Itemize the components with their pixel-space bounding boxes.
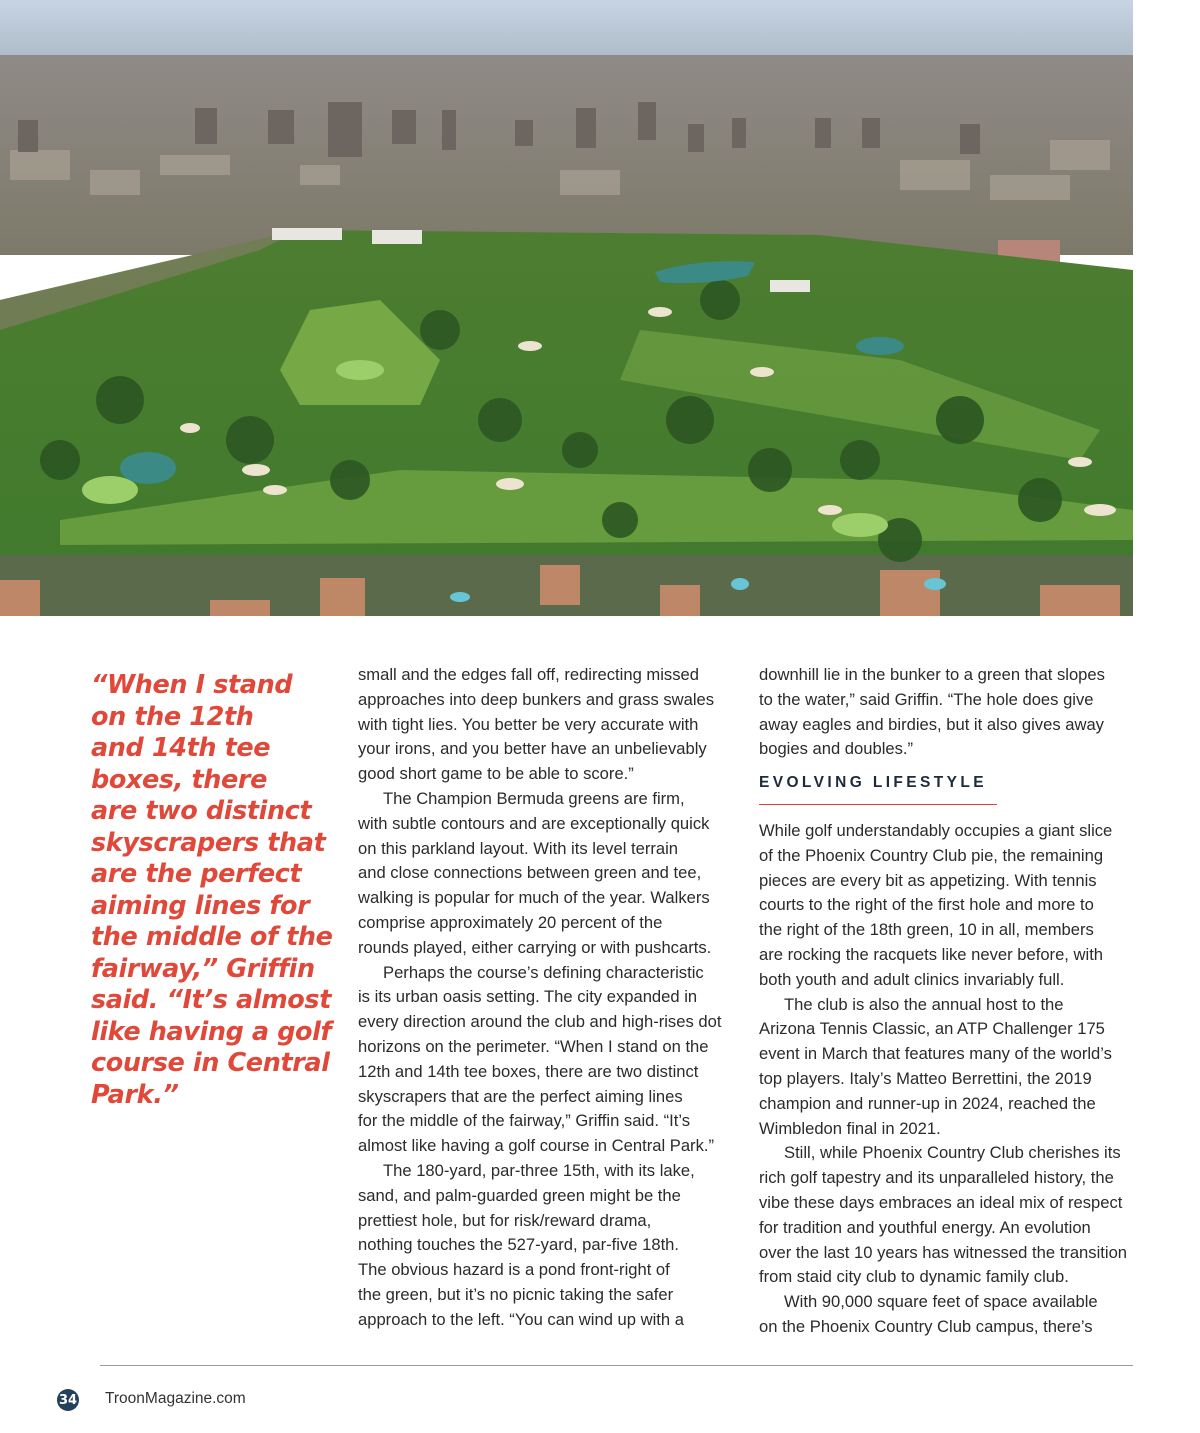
text-line: comprise approximately 20 percent of the [358, 912, 663, 932]
body-column-right [759, 663, 1139, 1340]
text-line: nothing touches the 527-yard, par-five 18th. [358, 1235, 680, 1255]
text-line: approaches into deep bunkers and grass swales [358, 689, 715, 709]
text-line: While golf understandably occupies a giant slice [759, 820, 1113, 840]
paragraph [759, 1290, 1139, 1340]
section-subhead: EVOLVING LIFESTYLE [759, 771, 997, 805]
pull-quote-line: course in Central [91, 1048, 330, 1078]
pull-quote-line: aiming lines for [91, 890, 310, 921]
text-line: downhill lie in the bunker to a green that slopes [759, 665, 1105, 684]
text-line: Perhaps the course’s defining characteristic [383, 962, 704, 982]
paragraph [759, 993, 1139, 1142]
text-line: Still, while Phoenix Country Club cherishes its [784, 1143, 1121, 1163]
text-line: and close connections between green and tee, [358, 863, 702, 883]
pull-quote-line: and 14th tee [91, 733, 271, 763]
text-line: approach to the left. “You can wind up with a [358, 1309, 684, 1329]
text-line: on the Phoenix Country Club campus, there’s [759, 1316, 1093, 1336]
website-link[interactable]: TroonMagazine.com [105, 1390, 246, 1407]
pull-quote-line: the middle of the [91, 922, 333, 952]
text-line: event in March that features many of the world’s [759, 1044, 1112, 1064]
pull-quote-line: Park.” [91, 1079, 179, 1110]
text-line: is its urban oasis setting. The city expanded in [358, 987, 698, 1007]
paragraph [759, 1141, 1139, 1290]
pull-quote-line: on the 12th [91, 701, 254, 732]
text-line: your irons, and you better have an unbelievably [358, 739, 707, 759]
text-line: to the water,” said Griffin. “The hole does give [759, 689, 1094, 709]
text-line: sand, and palm-guarded green might be the [358, 1185, 681, 1205]
paragraph [358, 961, 738, 1159]
text-line: good short game to be able to score.” [358, 764, 634, 784]
paragraph [759, 819, 1139, 993]
pull-quote-line: fairway,” Griffin [91, 953, 315, 984]
paragraph [358, 787, 738, 961]
text-line: Arizona Tennis Classic, an ATP Challenger 175 [759, 1019, 1105, 1039]
text-line: With 90,000 square feet of space available [784, 1292, 1098, 1312]
text-line: top players. Italy’s Matteo Berrettini, the 2019 [759, 1068, 1092, 1088]
text-line: on this parkland layout. With its level terrain [358, 838, 679, 858]
pull-quote-line: are the perfect [91, 859, 302, 889]
text-line: small and the edges fall off, redirecting missed [358, 665, 699, 684]
paragraph [358, 663, 738, 787]
text-line: rounds played, either carrying or with pushcarts. [358, 937, 712, 957]
text-line: walking is popular for much of the year. Walkers [358, 888, 710, 908]
text-line: horizons on the perimeter. “When I stand on the [358, 1036, 709, 1056]
pull-quote-line: skyscrapers that [91, 827, 326, 858]
text-line: from staid city club to dynamic family club. [759, 1267, 1069, 1287]
text-line: for the middle of the fairway,” Griffin said. “It’s [358, 1111, 691, 1131]
text-line: prettiest hole, but for risk/reward drama, [358, 1210, 652, 1230]
text-line: The obvious hazard is a pond front-right of [358, 1260, 670, 1280]
text-line: pieces are every bit as appetizing. With tennis [759, 870, 1097, 890]
text-line: away eagles and birdies, but it also gives away [759, 714, 1104, 734]
paragraph [759, 663, 1139, 762]
text-line: for tradition and youthful energy. An evolution [759, 1217, 1091, 1237]
pull-quote-line: are two distinct [91, 796, 312, 826]
pull-quote-line: “When I stand [91, 670, 293, 700]
text-line: almost like having a golf course in Central Park.” [358, 1136, 715, 1156]
text-line: of the Phoenix Country Club pie, the remaining [759, 845, 1104, 865]
footer-divider [100, 1365, 1133, 1366]
page-number-badge: 34 [57, 1389, 79, 1411]
text-line: rich golf tapestry and its unparalleled history, the [759, 1168, 1114, 1188]
pull-quote [91, 670, 333, 1111]
body-column-middle [358, 663, 738, 1333]
text-line: The 180-yard, par-three 15th, with its lake, [383, 1160, 695, 1180]
text-line: with tight lies. You better be very accurate with [358, 714, 699, 734]
paragraph [358, 1159, 738, 1333]
text-line: The Champion Bermuda greens are firm, [383, 788, 685, 808]
text-line: are rocking the racquets like never before, with [759, 944, 1104, 964]
text-line: Wimbledon final in 2021. [759, 1118, 941, 1138]
aerial-photo [0, 0, 1133, 616]
pull-quote-line: like having a golf [91, 1016, 332, 1047]
pull-quote-line: boxes, there [91, 764, 267, 795]
text-line: 12th and 14th tee boxes, there are two distinct [358, 1061, 699, 1081]
text-line: every direction around the club and high-rises dot [358, 1012, 722, 1032]
text-line: The club is also the annual host to the [784, 994, 1064, 1014]
text-line: skyscrapers that are the perfect aiming lines [358, 1086, 683, 1106]
text-line: bogies and doubles.” [759, 739, 914, 759]
text-line: vibe these days embraces an ideal mix of respect [759, 1192, 1123, 1212]
golf-course-aerial-image [0, 0, 1133, 616]
text-line: champion and runner-up in 2024, reached the [759, 1093, 1096, 1113]
text-line: the right of the 18th green, 10 in all, members [759, 920, 1094, 940]
pull-quote-line: said. “It’s almost [91, 985, 331, 1015]
text-line: over the last 10 years has witnessed the transition [759, 1242, 1128, 1262]
text-line: the green, but it’s no picnic taking the safer [358, 1284, 674, 1304]
text-line: both youth and adult clinics invariably full. [759, 969, 1065, 989]
text-line: with subtle contours and are exceptionally quick [358, 813, 710, 833]
text-line: courts to the right of the first hole and more to [759, 895, 1094, 915]
